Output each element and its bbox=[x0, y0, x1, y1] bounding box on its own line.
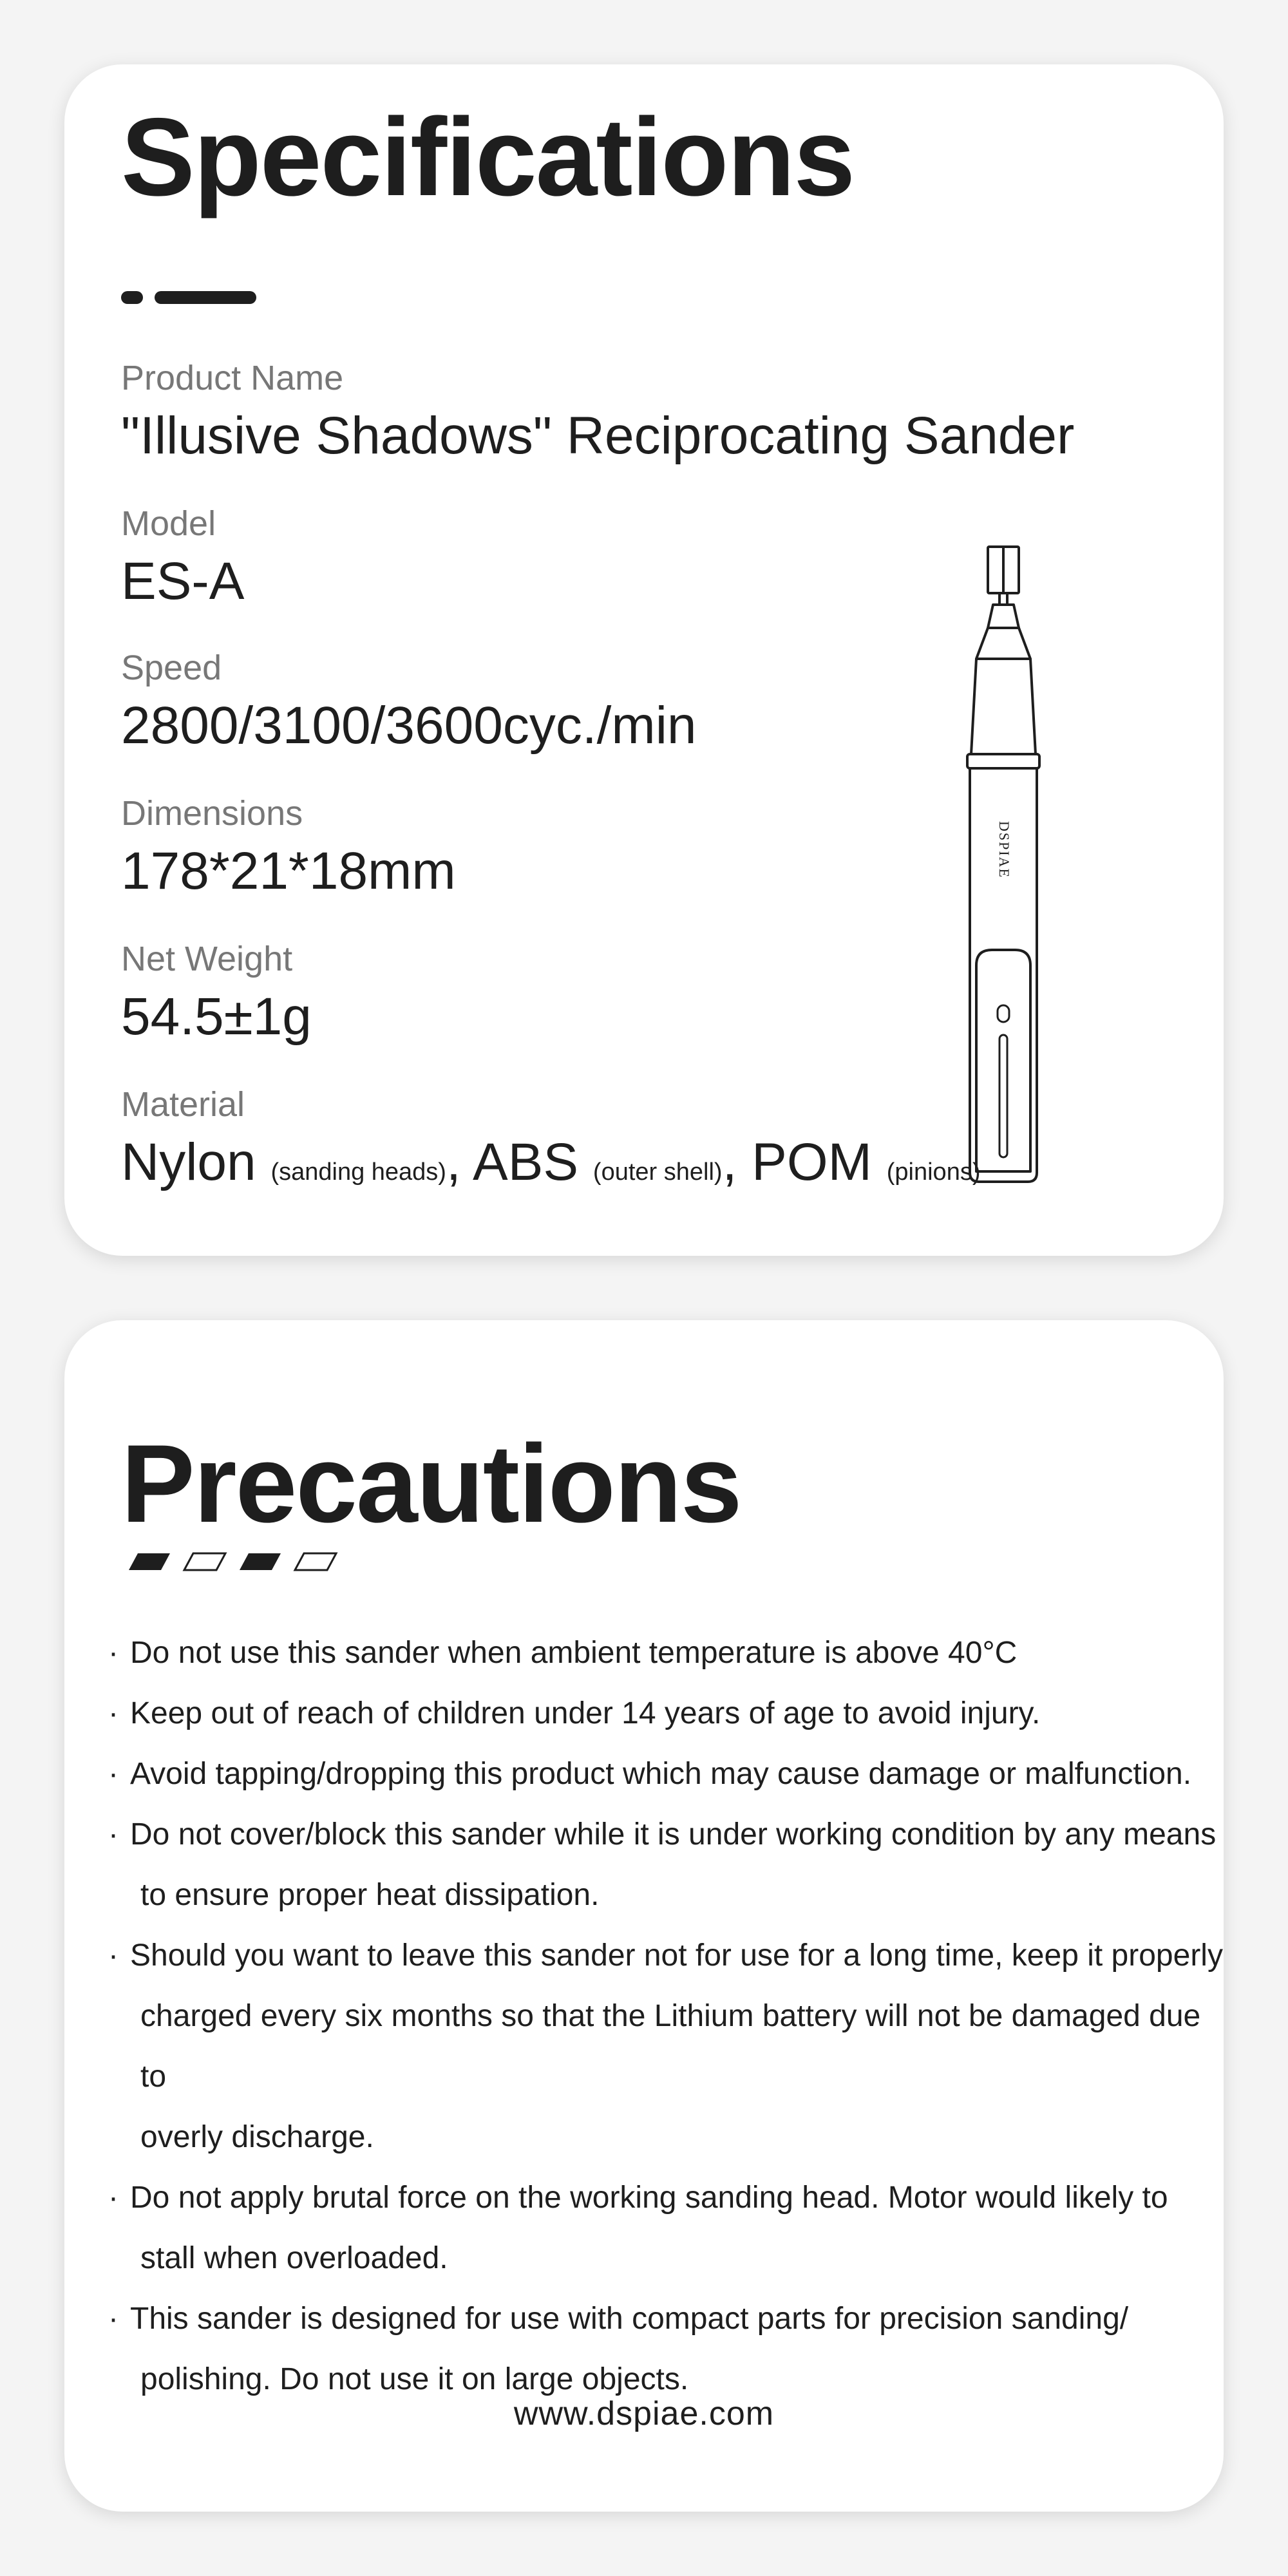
precaution-line: polishing. Do not use it on large objects. bbox=[140, 2362, 689, 2396]
speed-slider-track bbox=[999, 1035, 1007, 1157]
spec-model bbox=[121, 504, 245, 611]
precautions-title: Precautions bbox=[121, 1422, 741, 1546]
material-name: ABS bbox=[473, 1133, 579, 1191]
device-brand-label: DSPIAE bbox=[996, 821, 1012, 879]
spec-label: Model bbox=[121, 504, 216, 543]
spec-label: Speed bbox=[121, 649, 222, 687]
material-note: (sanding heads) bbox=[270, 1159, 446, 1186]
spec-dimensions bbox=[121, 796, 456, 898]
precaution-line: overly discharge. bbox=[140, 2120, 374, 2154]
precaution-item bbox=[108, 1683, 1229, 1744]
precaution-item bbox=[108, 1926, 1229, 2168]
spec-product-name bbox=[121, 359, 1075, 465]
precaution-line: Do not cover/block this sander while it is under working condition by any means bbox=[130, 1817, 1217, 1852]
material-separator: , bbox=[446, 1133, 461, 1191]
decoration-parallelogram-outline bbox=[295, 1553, 336, 1570]
sander-cone bbox=[976, 628, 1030, 659]
precaution-line: This sander is designed for use with compact parts for precision sanding/ bbox=[130, 2302, 1129, 2336]
title-underline-decoration bbox=[121, 289, 263, 308]
precaution-item bbox=[108, 2289, 1229, 2410]
precaution-item bbox=[108, 2168, 1229, 2289]
underline-bar bbox=[155, 291, 256, 304]
spec-value: 54.5±1g bbox=[121, 987, 312, 1046]
precaution-item bbox=[108, 1804, 1229, 1926]
material-separator: , bbox=[722, 1133, 737, 1191]
sander-nose bbox=[988, 605, 1019, 628]
spec-label: Material bbox=[121, 1085, 245, 1124]
precaution-line: Avoid tapping/dropping this product which may cause damage or malfunction. bbox=[130, 1757, 1192, 1791]
material-name: POM bbox=[752, 1133, 872, 1191]
spec-speed bbox=[121, 649, 697, 755]
precaution-item bbox=[108, 1744, 1229, 1804]
battery-panel bbox=[976, 950, 1030, 1171]
spec-label: Net Weight bbox=[121, 940, 293, 978]
precaution-line: Do not apply brutal force on the working sanding head. Motor would likely to bbox=[130, 2181, 1168, 2215]
spec-label: Product Name bbox=[121, 359, 344, 397]
material-note: (pinions) bbox=[886, 1159, 981, 1186]
spec-value: 2800/3100/3600cyc./min bbox=[121, 696, 697, 755]
spec-value: "Illusive Shadows" Reciprocating Sander bbox=[121, 406, 1075, 465]
spec-value: 178*21*18mm bbox=[121, 842, 456, 900]
sander-shaft bbox=[999, 593, 1007, 605]
decoration-parallelogram-outline bbox=[184, 1553, 225, 1570]
precaution-line: stall when overloaded. bbox=[140, 2241, 448, 2275]
sander-illustration bbox=[953, 538, 1056, 1191]
underline-dot bbox=[121, 291, 143, 304]
precaution-item bbox=[108, 1623, 1229, 1683]
website-link[interactable]: www.dspiae.com bbox=[513, 2395, 775, 2432]
spec-value bbox=[121, 1133, 981, 1191]
precaution-line: Should you want to leave this sander not for use for a long time, keep it properly bbox=[130, 1938, 1223, 1973]
specifications-title: Specifications bbox=[121, 95, 855, 219]
power-button bbox=[998, 1005, 1009, 1022]
material-note: (outer shell) bbox=[592, 1159, 723, 1186]
decoration-parallelogram-filled bbox=[240, 1553, 281, 1570]
spec-material bbox=[121, 1087, 980, 1189]
precaution-line: Do not use this sander when ambient temperature is above 40°C bbox=[130, 1636, 1018, 1670]
precautions-list bbox=[108, 1623, 1229, 2410]
precaution-line: Keep out of reach of children under 14 years of age to avoid injury. bbox=[130, 1696, 1041, 1730]
sander-neck bbox=[971, 659, 1036, 754]
precautions-decoration bbox=[124, 1551, 349, 1571]
decoration-parallelogram-filled bbox=[129, 1553, 170, 1570]
material-name: Nylon bbox=[121, 1133, 256, 1191]
spec-value: ES-A bbox=[121, 552, 245, 611]
sander-collar bbox=[967, 754, 1039, 768]
precaution-line: to ensure proper heat dissipation. bbox=[140, 1878, 600, 1912]
spec-label: Dimensions bbox=[121, 794, 303, 833]
spec-net-weight bbox=[121, 940, 312, 1046]
precaution-line: charged every six months so that the Lithium battery will not be damaged due to bbox=[140, 1999, 1201, 2094]
